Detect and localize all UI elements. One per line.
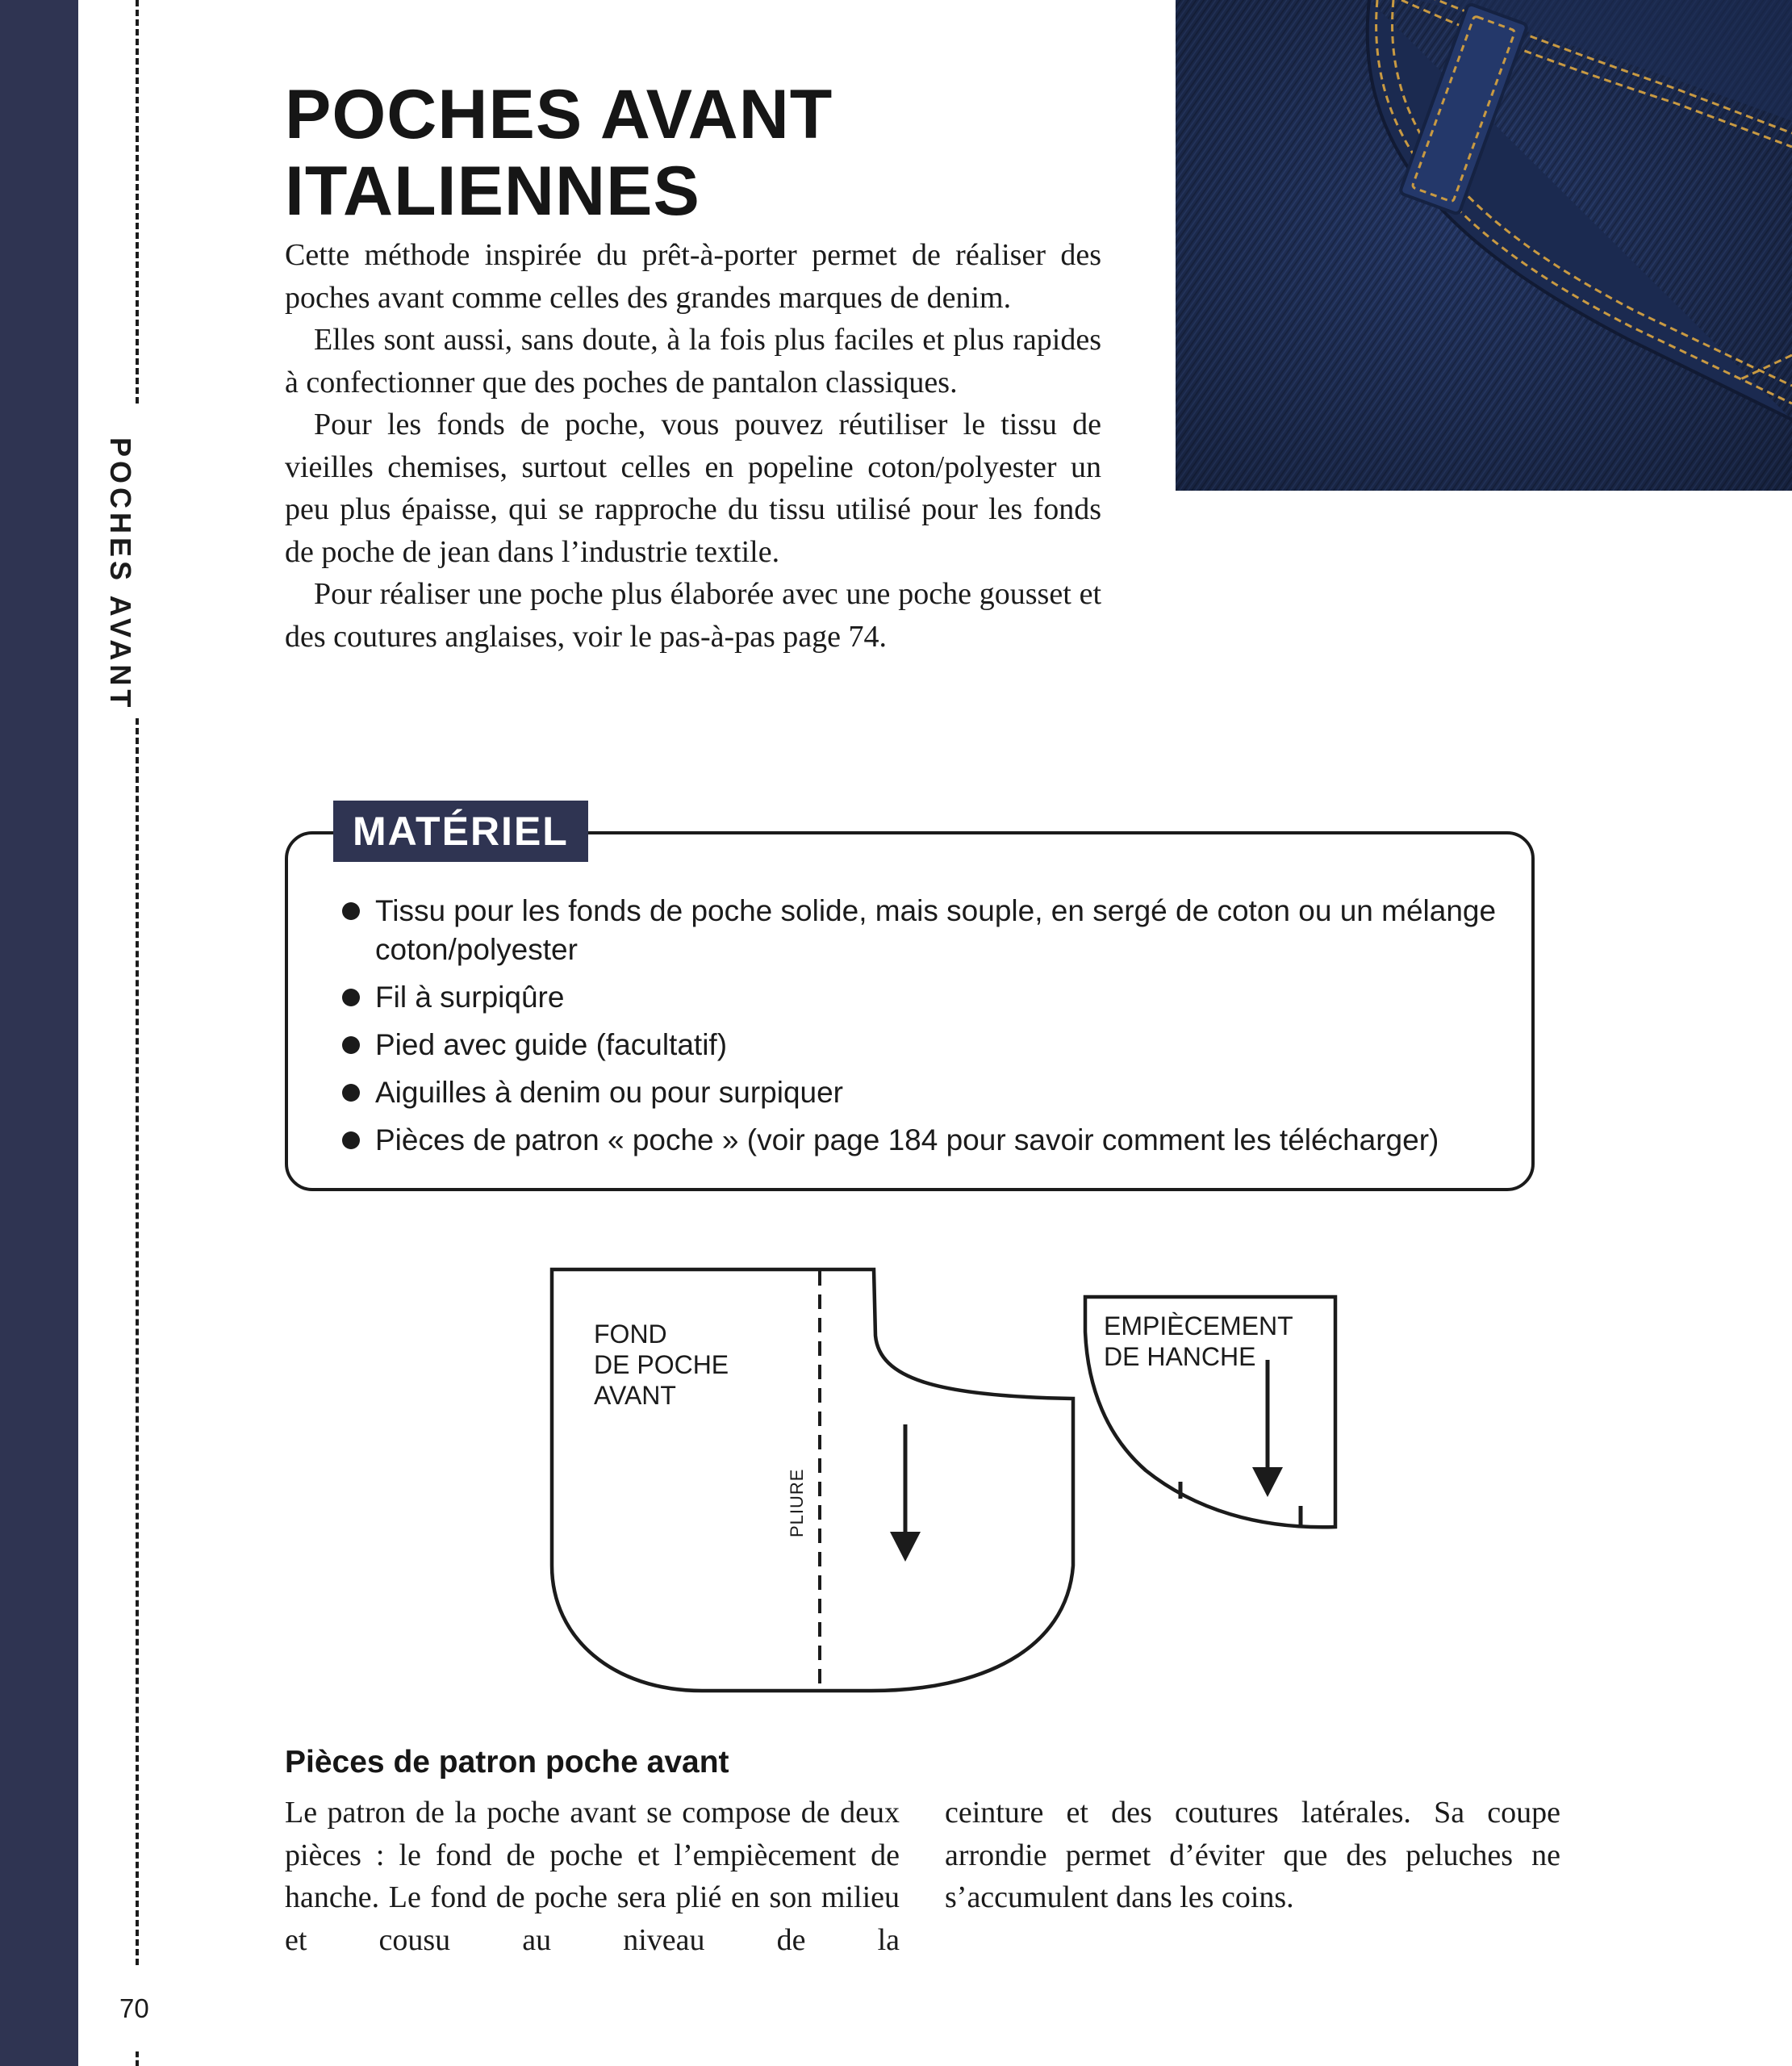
list-item-text: Tissu pour les fonds de poche solide, mais souple, en sergé de coton ou un mélange coton/polyester bbox=[375, 894, 1497, 966]
pliure-label: PLIURE bbox=[787, 1468, 807, 1537]
list-item-text: Pièces de patron « poche » (voir page 184 pour savoir comment les télécharger) bbox=[375, 1123, 1439, 1156]
materiel-heading: MATÉRIEL bbox=[333, 801, 588, 862]
intro-paragraph: Elles sont aussi, sans doute, à la fois plus faciles et plus rapides à confectionner que des poches de pantalon classiques. bbox=[285, 323, 1101, 399]
intro-paragraph: Cette méthode inspirée du prêt-à-porter permet de réaliser des poches avant comme celles des grandes marques de denim. bbox=[285, 238, 1101, 315]
list-item-text: Pied avec guide (facultatif) bbox=[375, 1028, 728, 1061]
intro-paragraph: Pour réaliser une poche plus élaborée avec une poche gousset et des coutures anglaises, voir le pas-à-pas page 74. bbox=[285, 577, 1101, 654]
section-heading: Pièces de patron poche avant bbox=[285, 1745, 729, 1780]
page-number: 70 bbox=[119, 1993, 149, 2023]
list-item-text: Fil à surpiqûre bbox=[375, 981, 565, 1014]
grain-arrow-empiecement-head bbox=[1252, 1467, 1283, 1497]
intro-paragraph: Pour les fonds de poche, vous pouvez réutiliser le tissu de vieilles chemises, surtout celles en popeline coton/polyester un peu plus épaisse, qui se rapproche du tissu utilisé pour les fonds de poche de jean dans l’industrie textile. bbox=[285, 408, 1101, 569]
page-title-line-2: ITALIENNES bbox=[285, 153, 700, 230]
grain-arrow-fond-head bbox=[890, 1532, 921, 1562]
body-column-right: ceinture et des coutures latérales. Sa coupe arrondie permet d’éviter que des peluches ne s’accumulent dans les coins. bbox=[945, 1796, 1560, 1914]
side-section-label: POCHES AVANT bbox=[104, 437, 137, 712]
page-title-line-1: POCHES AVANT bbox=[285, 76, 833, 153]
body-column-left: Le patron de la poche avant se compose de deux pièces : le fond de poche et l’empiècement de hanche. Le fond de poche sera plié en son milieu et cousu au niveau de la bbox=[285, 1796, 900, 1957]
fond-de-poche-label: FOND DE POCHE AVANT bbox=[594, 1319, 729, 1410]
empiecement-label: EMPIÈCEMENT DE HANCHE bbox=[1104, 1311, 1293, 1371]
list-item-text: Aiguilles à denim ou pour surpiquer bbox=[375, 1076, 844, 1109]
